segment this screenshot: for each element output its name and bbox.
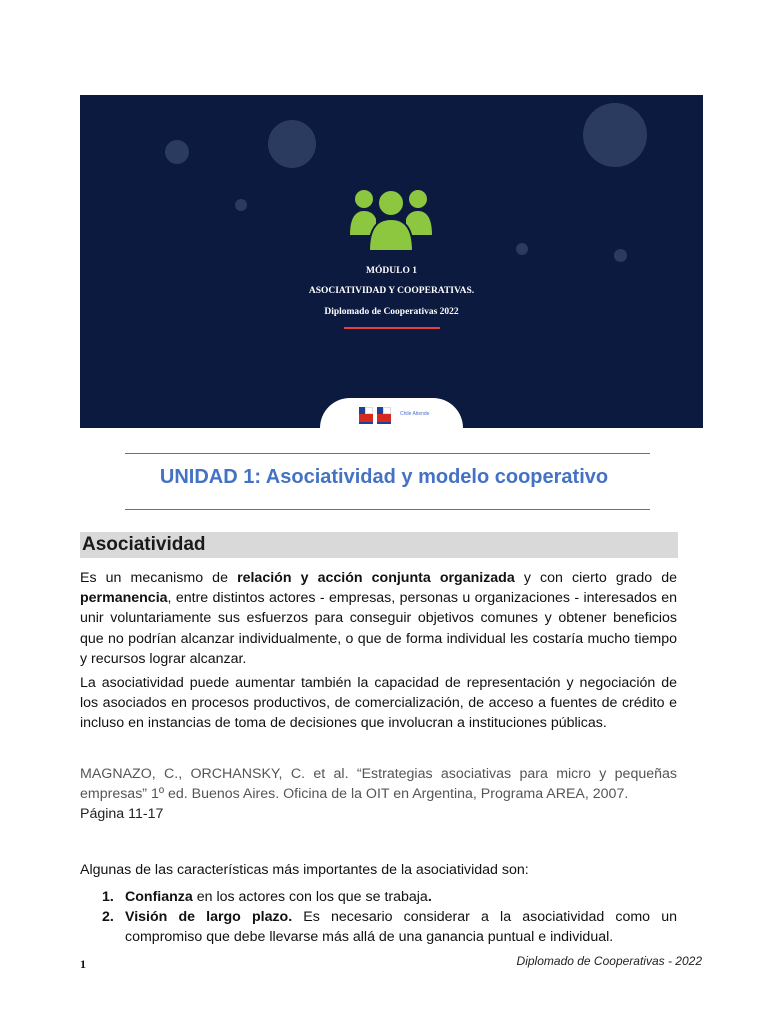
paragraph-benefits: La asociatividad puede aumentar también la capacidad de representación y negociación de los asociados en procesos productivos, de comercialización, de acceso a fuentes de crédito e incluso en instancias de toma de decisiones que involucran a instituciones públicas. [80,675,677,732]
decor-circle [516,243,528,255]
bold-run: relación y acción conjunta organizada [237,570,515,586]
decor-circle [614,249,627,262]
text-run: en los actores con los que se trabaja [192,889,428,905]
footer-text: Diplomado de Cooperativas - 2022 [516,954,702,968]
list-item [80,887,677,907]
characteristics-list [80,887,677,948]
page-number: 1 [80,957,86,971]
reference-text: MAGNAZO, C., ORCHANSKY, C. et al. “Estrategias asociativas para micro y pequeñas empresas” 1º ed. Buenos Aires. Oficina de la OIT en Argentina, Programa AREA, 2007. [80,766,677,803]
reference [80,764,677,825]
section-heading [80,532,678,558]
reference-page: Página 11-17 [80,806,164,823]
logo-text: Chile Atiende [400,411,430,417]
chile-flag-icon [359,407,373,422]
bold-run: Visión de largo plazo. [125,909,293,926]
text-run: Es necesario considerar a la asociatividad como un compromiso que debe llevarse más allá de una ganancia puntual e individual. [125,909,677,946]
text-run: Es un mecanismo de [80,570,238,586]
decor-circle [235,199,247,211]
decor-circle [165,140,189,164]
module-label: MÓDULO 1 [366,266,417,276]
bold-run: . [427,889,432,905]
course-title: Diplomado de Cooperativas 2022 [324,307,459,317]
module-title: ASOCIATIVIDAD Y COOPERATIVAS. [308,286,475,296]
divider-bottom [125,509,650,510]
decor-circle [583,103,647,167]
text-run: , entre distintos actores - empresas, personas u organizaciones - interesados en unir voluntariamente sus esfuerzos para conseguir objetivos comunes y obtener beneficios que no podrían alcanzar individualmente, o que de forma individual les costaría mucho tiempo y recursos lograr alcanzar. [80,590,677,667]
list-number: 1. [102,889,114,905]
bold-run: permanencia [80,590,168,607]
logo-tab [320,398,463,428]
people-group-icon [350,183,432,253]
cover-banner [80,95,703,428]
accent-rule [344,327,440,329]
list-intro: Algunas de las características más importantes de la asociatividad son: [80,862,529,878]
bold-run: Confianza [125,889,193,905]
list-item [80,907,677,947]
list-number: 2. [102,909,114,926]
text-run: y con cierto grado de [514,570,677,586]
chile-flag-icon [377,407,391,422]
divider-top [125,453,650,454]
paragraph-definition [80,568,677,669]
decor-circle [268,120,316,168]
section-heading-text: Asociatividad [82,534,206,555]
unit-title: UNIDAD 1: Asociatividad y modelo cooperativo [159,466,609,488]
